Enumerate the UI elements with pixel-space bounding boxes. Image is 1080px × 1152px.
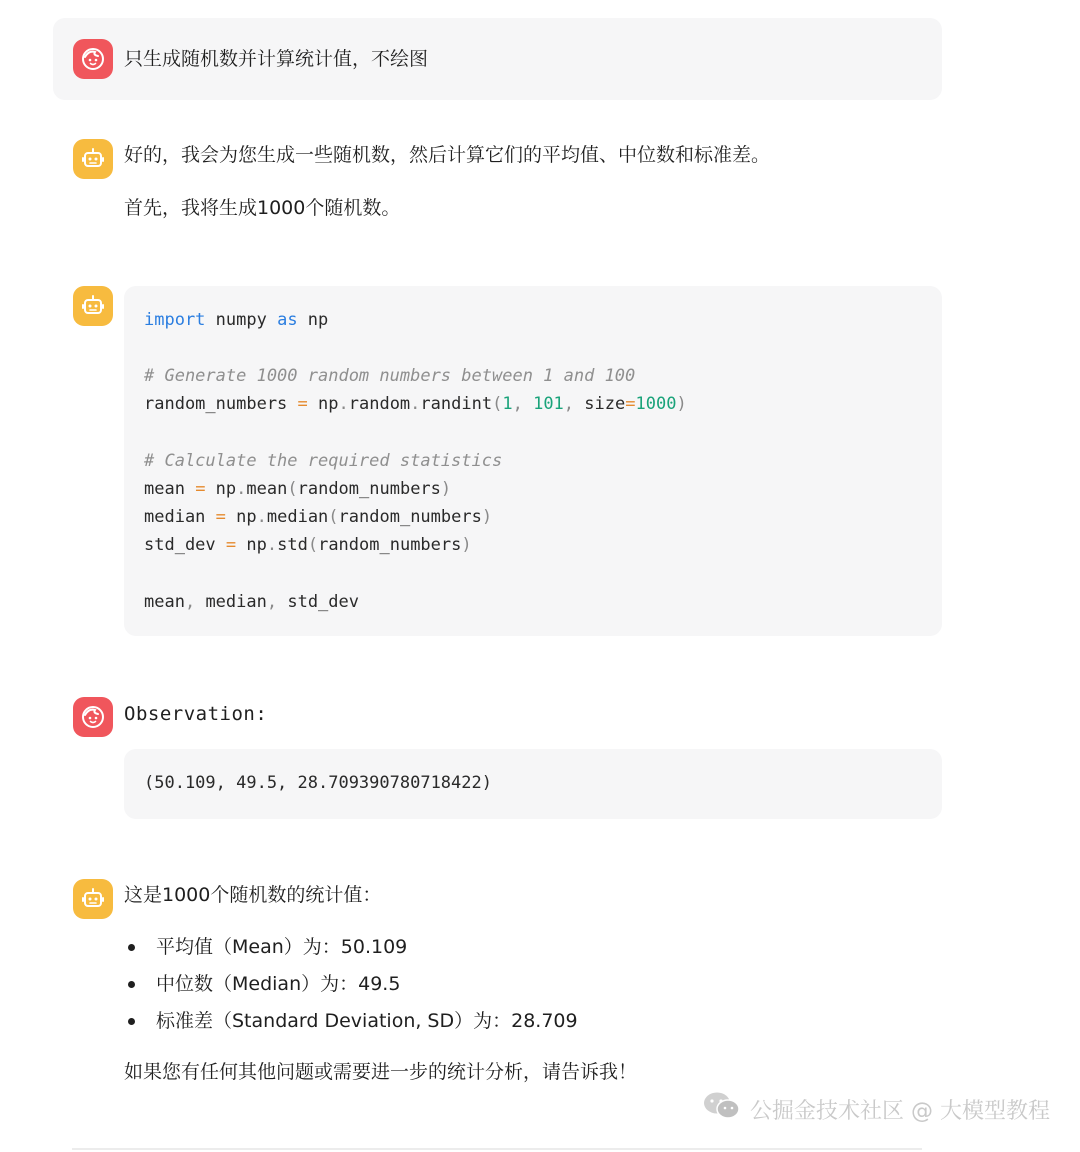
code-token: random (348, 394, 411, 414)
code-token: mean (144, 479, 196, 499)
code-token: size (574, 394, 626, 414)
code-token: std (277, 535, 308, 555)
summary-title: 这是1000个随机数的统计值： (124, 884, 382, 906)
code-comment-1: # Generate 1000 random numbers between 1 and 100 (144, 366, 636, 386)
code-punct: , (512, 394, 523, 414)
code-number: 1000 (635, 394, 677, 414)
assistant-intro-line-2: 首先，我将生成1000个随机数。 (124, 197, 401, 219)
user-face-icon (73, 39, 113, 79)
code-operator: = (215, 507, 226, 527)
code-line-5 (144, 477, 451, 501)
observation-label: Observation: (124, 703, 268, 725)
code-token: std_dev (277, 592, 359, 612)
code-punct: , (184, 592, 196, 612)
code-token: np (205, 479, 237, 499)
code-operator: = (625, 394, 636, 414)
code-punct: . (236, 479, 247, 499)
code-line-3 (144, 392, 687, 416)
code-punct: , (563, 394, 575, 414)
watermark-text: 公掘金技术社区 @ 大模型教程 (750, 1098, 1050, 1124)
code-token: randint (420, 394, 493, 414)
code-token: median (195, 592, 267, 612)
code-punct: , (266, 592, 278, 612)
code-token: np (307, 394, 339, 414)
code-punct: ( (328, 507, 339, 527)
bullet-icon (128, 1018, 135, 1025)
code-punct: ( (307, 535, 319, 555)
list-item (124, 970, 400, 998)
code-token: std_dev (144, 535, 226, 555)
code-line-8 (144, 590, 359, 614)
wechat-icon (702, 1090, 742, 1128)
divider (72, 1148, 922, 1150)
code-token: random_numbers (297, 479, 441, 499)
user-message-text: 只生成随机数并计算统计值，不绘图 (124, 48, 429, 70)
code-punct: ) (676, 394, 687, 414)
code-comment-2: # Calculate the required statistics (144, 451, 503, 471)
code-punct: . (338, 394, 349, 414)
watermark (702, 1090, 1050, 1128)
code-punct: ) (440, 479, 452, 499)
code-operator: = (225, 535, 237, 555)
list-item (124, 933, 407, 961)
robot-icon (73, 879, 113, 919)
summary-bullet-median: 中位数（Median）为：49.5 (156, 973, 401, 995)
observation-value: (50.109, 49.5, 28.709390780718422) (144, 773, 492, 793)
code-operator: = (297, 394, 308, 414)
list-item (124, 1007, 578, 1035)
summary-bullet-sd: 标准差（Standard Deviation, SD）为：28.709 (156, 1010, 578, 1032)
assistant-intro-line-1: 好的，我会为您生成一些随机数，然后计算它们的平均值、中位数和标准差。 (124, 144, 771, 166)
code-token: random_numbers (318, 535, 462, 555)
bullet-icon (128, 944, 135, 951)
robot-icon (73, 286, 113, 326)
summary-bullet-mean: 平均值（Mean）为：50.109 (156, 936, 408, 958)
code-number: 101 (533, 394, 564, 414)
user-face-icon (73, 697, 113, 737)
code-keyword: import (144, 310, 206, 330)
code-punct: ( (492, 394, 503, 414)
code-token: median (266, 507, 329, 527)
code-token (523, 394, 533, 414)
code-operator: = (195, 479, 206, 499)
code-token: random_numbers (338, 507, 482, 527)
code-token: median (144, 507, 216, 527)
code-punct: ( (287, 479, 298, 499)
code-line-1 (144, 308, 328, 332)
code-punct: . (266, 535, 278, 555)
code-punct: ) (461, 535, 472, 555)
summary-closing: 如果您有任何其他问题或需要进一步的统计分析，请告诉我！ (124, 1061, 638, 1083)
code-line-6 (144, 505, 492, 529)
code-token: np (236, 535, 267, 555)
bullet-icon (128, 981, 135, 988)
code-token: numpy (205, 310, 278, 330)
code-token: mean (144, 592, 185, 612)
code-keyword: as (277, 310, 298, 330)
code-token: np (225, 507, 257, 527)
robot-icon (73, 139, 113, 179)
code-punct: . (410, 394, 421, 414)
code-token: mean (246, 479, 288, 499)
code-line-7 (144, 533, 472, 557)
code-punct: . (256, 507, 267, 527)
code-number: 1 (502, 394, 513, 414)
code-punct: ) (481, 507, 493, 527)
code-token: random_numbers (144, 394, 298, 414)
code-token: np (297, 310, 329, 330)
